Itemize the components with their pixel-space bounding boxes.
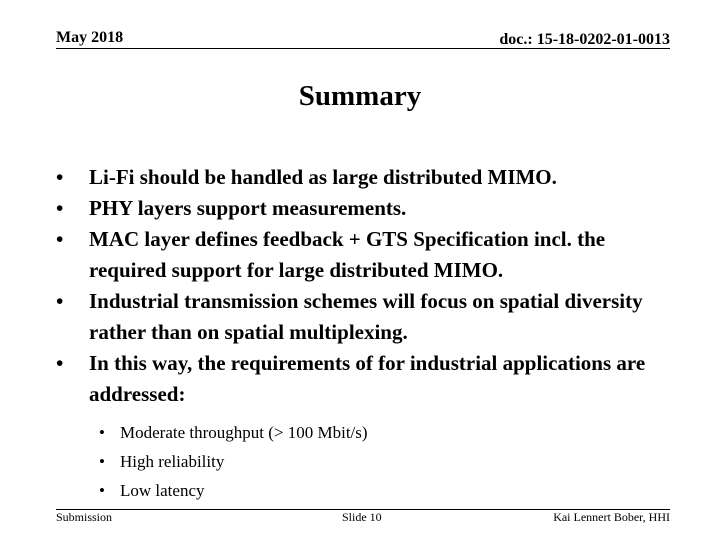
- bullet-item: [54, 224, 674, 286]
- bullet-text: Li-Fi should be handled as large distributed MIMO.: [89, 165, 557, 189]
- bullet-item: [54, 348, 674, 410]
- bullet-text: MAC layer defines feedback + GTS Specification incl. the required support for large distributed MIMO.: [89, 227, 606, 282]
- sub-bullet-icon: •: [99, 481, 105, 500]
- bullet-item: [54, 193, 674, 224]
- header-divider: [56, 48, 670, 49]
- sub-bullet-text: Moderate throughput (> 100 Mbit/s): [120, 423, 368, 442]
- sub-bullet-list: [99, 418, 659, 505]
- slide-title: Summary: [298, 80, 422, 112]
- bullet-icon: •: [56, 196, 64, 220]
- bullet-item: [54, 286, 674, 348]
- footer-slide-number: Slide 10: [342, 510, 382, 524]
- bullet-text: Industrial transmission schemes will focus on spatial diversity rather than on spatial multiplexing.: [89, 289, 643, 344]
- bullet-icon: •: [56, 289, 64, 313]
- footer-author: Kai Lennert Bober, HHI: [553, 510, 670, 524]
- sub-bullet-icon: •: [99, 452, 105, 471]
- sub-bullet-icon: •: [99, 423, 105, 442]
- header-doc-id: doc.: 15-18-0202-01-0013: [499, 31, 670, 48]
- header-date: May 2018: [56, 29, 124, 46]
- bullet-icon: •: [56, 165, 64, 189]
- bullet-text: In this way, the requirements of for industrial applications are addressed:: [89, 351, 646, 406]
- sub-bullet-item: [99, 476, 659, 505]
- sub-bullet-item: [99, 418, 659, 447]
- bullet-icon: •: [56, 351, 64, 375]
- footer-submission: Submission: [56, 510, 113, 524]
- sub-bullet-text: Low latency: [120, 481, 205, 500]
- bullet-text: PHY layers support measurements.: [89, 196, 407, 220]
- bullet-icon: •: [56, 227, 64, 251]
- sub-bullet-item: [99, 447, 659, 476]
- bullet-item: [54, 162, 674, 193]
- bullet-list: [54, 162, 674, 410]
- sub-bullet-text: High reliability: [120, 452, 225, 471]
